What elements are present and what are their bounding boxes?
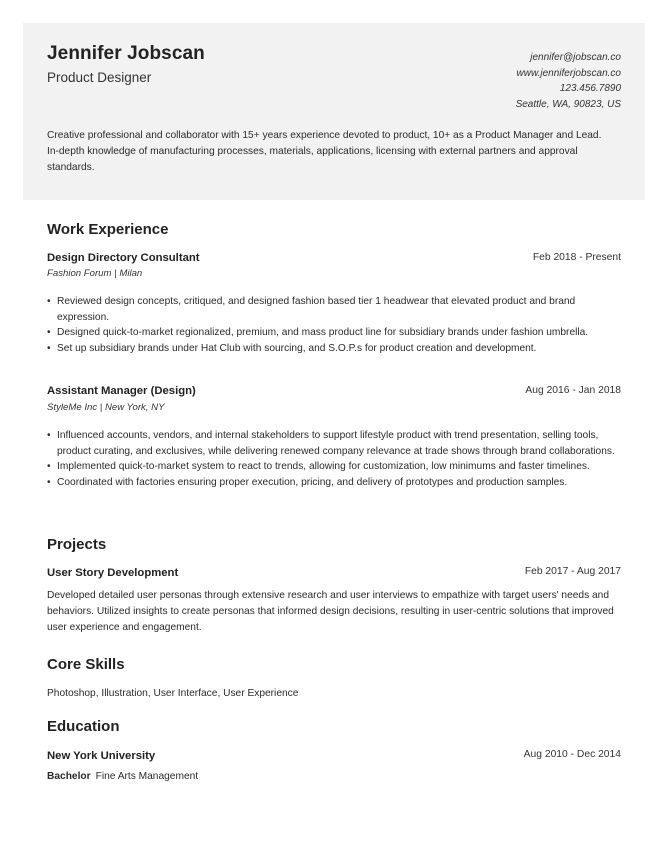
list-item: • Implemented quick-to-market system to react to trends, allowing for customization, low minimums and faster timelines. <box>47 459 625 475</box>
job-role: Assistant Manager (Design) <box>47 385 196 397</box>
job-dates: Aug 2016 - Jan 2018 <box>525 385 621 396</box>
degree-line <box>47 771 198 782</box>
list-item: • Set up subsidiary brands under Hat Club with sourcing, and S.O.P.s for product creation and development. <box>47 341 625 357</box>
section-title-work: Work Experience <box>47 221 169 238</box>
job-bullets <box>47 428 625 490</box>
degree-field: Fine Arts Management <box>95 771 199 782</box>
list-item: • Influenced accounts, vendors, and internal stakeholders to support lifestyle product with trend presentation, selling tools, product curating, and exclusives, while delivering renewed company relevance at trade shows through brand collaborations. <box>47 428 625 459</box>
resume-header <box>23 23 645 200</box>
section-title-projects: Projects <box>47 536 107 553</box>
section-title-skills: Core Skills <box>47 656 125 673</box>
professional-summary: Creative professional and collaborator with 15+ years experience devoted to product, 10+ as a Product Manager and Lead. In-depth knowledge of manufacturing processes, materials, applications, licensing with external partners and approval standards. <box>47 130 602 173</box>
candidate-title: Product Designer <box>47 70 152 85</box>
contact-info <box>516 50 621 112</box>
contact-website[interactable]: www.jenniferjobscan.co <box>516 67 621 79</box>
job-company: StyleMe Inc | New York, NY <box>47 402 165 413</box>
contact-email[interactable]: jennifer@jobscan.co <box>530 52 621 63</box>
job-role: Design Directory Consultant <box>47 252 200 264</box>
list-item: • Reviewed design concepts, critiqued, and designed fashion based tier 1 headwear that elevated product and brand expression. <box>47 294 625 325</box>
degree-type: Bachelor <box>47 771 91 782</box>
project-name: User Story Development <box>47 567 179 579</box>
education-dates: Aug 2010 - Dec 2014 <box>523 749 621 760</box>
list-item: • Coordinated with factories ensuring proper execution, pricing, and delivery of prototypes and production samples. <box>47 475 625 491</box>
contact-phone: 123.456.7890 <box>559 83 621 94</box>
project-dates: Feb 2017 - Aug 2017 <box>524 566 621 577</box>
contact-location: Seattle, WA, 90823, US <box>515 98 621 110</box>
school-name: New York University <box>47 750 156 762</box>
skills-list: Photoshop, Illustration, User Interface, User Experience <box>47 688 299 699</box>
job-bullets <box>47 294 625 356</box>
candidate-name: Jennifer Jobscan <box>47 43 205 64</box>
section-title-education: Education <box>47 718 120 735</box>
project-description: Developed detailed user personas through extensive research and user interviews to empathize with target users' needs and behaviors. Utilized insights to create personas that informed design decisions, resulting in user-centric solutions that improved user experience and engagement. <box>47 590 614 633</box>
job-dates: Feb 2018 - Present <box>532 252 621 263</box>
job-company: Fashion Forum | Milan <box>47 268 143 279</box>
list-item: • Designed quick-to-market regionalized, premium, and mass product line for subsidiary brands under fashion umbrella. <box>47 325 625 341</box>
